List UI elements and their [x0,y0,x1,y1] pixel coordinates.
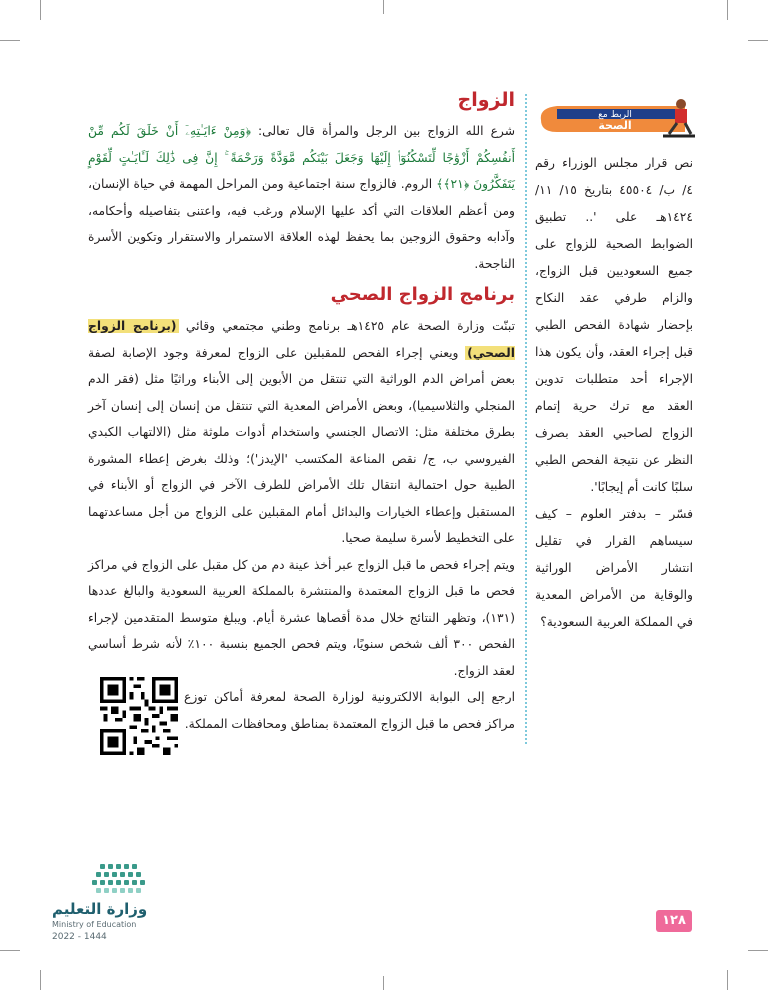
column-divider [525,94,527,744]
crop-mark [0,950,20,951]
ministry-name-ar: وزارة التعليم [52,900,148,918]
paragraph-portal: ارجع إلى البوابة الالكترونية لوزارة الصحة لمعرفة أماكن توزع مراكز فحص ما قبل الزواج المعتمدة بمناطق ومحافظات المملكة. [184,690,515,731]
badge-bottom-label: الصحة [598,119,632,132]
quran-verse: ﴿وَمِنْ ءَايَـٰتِهِۦٓ أَنْ خَلَقَ لَكُم مِّنْ أَنفُسِكُمْ أَزْوَٰجًا لِّتَسْكُنُوٓا۟ إِلَيْهَا وَجَعَلَ بَيْنَكُم مَّوَدَّةً وَرَحْمَةً ۚ إِنَّ فِى ذَٰلِكَ لَـَٔايَـٰتٍ لِّقَوْمٍ يَتَفَكَّرُونَ ﴿٢١﴾﴾ [88,124,515,191]
paragraph-rest: ويعني إجراء الفحص للمقبلين على الزواج لمعرفة وجود الإصابة لصفة بعض أمراض الدم الوراثية التي تنتقل من الأبوين إلى الأبناء وراثيًا مثل (فقر الدم المنجلي والثلاسيميا)، وبعض الأمراض المعدية التي تنتقل من إنسان إلى إنسان آخر بطرق مختلفة مثل: الاتصال الجنسي واستخدام أدوات ملوثة مثل (الالتهاب الكبدي الفيروسي ب، ج/ نقص المناعة المكتسب 'الإيدز')؛ وذلك بغرض إعطاء المشورة الطبية حول احتمالية انتقال تلك الأمراض للطرف الآخر في الزواج أو الأبناء في المستقبل وإعطاء الخيارات والبدائل أمام المقبلين على الزواج من أجل مساعدتهما على التخطيط لأسرة سليمة صحيا. [88,345,515,545]
crop-mark [727,0,728,20]
heading-program: برنامج الزواج الصحي [330,284,515,305]
paragraph-exam: ويتم إجراء فحص ما قبل الزواج عبر أخذ عينة دم من كل مقبل على الزواج في مراكز فحص ما قبل الزواج المعتمدة والمنتشرة بالمملكة العربية السعودية والبالغ عددها (١٣١)، وتظهر النتائج خلال مدة أقصاها عشرة أيام. ويبلغ متوسط المتقدمين لإجراء الفحص ٣٠٠ ألف شخص سنويًا، ويتم فحص الجميع بنسبة ١٠٠٪ لأنه شرط أساسي لعقد الزواج. [88,557,516,678]
crop-mark [383,976,384,990]
highlighted-term: (برنامج الزواج الصحي) [88,319,515,360]
page-number: ١٢٨ [656,910,692,932]
crop-mark [383,0,384,14]
ministry-name-en: Ministry of Education [52,920,137,929]
paragraph-rest: الروم. فالزواج سنة اجتماعية ومن المراحل المهمة في حياة الإنسان، ومن أعظم العلاقات التي أكد عليها الإسلام ورغب فيه، واعتنى بتفاصيله وأحكامه، وآدابه وحقوق الزوجين بما يحفظ لهذه العلاقة الاستمرار والاستقرار وتكوين الأسرة الناجحة. [88,177,515,271]
crop-mark [40,970,41,990]
skater-badge-icon [535,98,695,140]
sidebar-question: فسّر – بدفتر العلوم – كيف سيساهم القرار في تقليل انتشار الأمراض الوراثية والوقاية من الأمراض المعدية في المملكة العربية السعودية؟ [535,507,693,629]
crop-mark [748,40,768,41]
paragraph-lead: شرع الله الزواج بين الرجل والمرأة قال تعالى: [250,124,516,138]
edition-year: 2022 - 1444 [52,932,107,942]
sidebar-box [535,150,693,636]
qr-code-icon[interactable] [100,677,178,755]
crop-mark [0,40,20,41]
heading-marriage: الزواج [457,89,515,111]
sidebar-decree: نص قرار مجلس الوزراء رقم ٤/ ب/ ٤٥٥٠٤ بتاريخ ١٥/ ١١/ ١٤٢٤هـ على '.. تطبيق الضوابط الصحية للزواج على جميع السعوديين قبل الزواج، والزام طرفي عقد النكاح بإحضار شهادة الفحص الطبي قبل إجراء العقد، وأن يكون هذا الإجراء أحد متطلبات تدوين العقد مع ترك حرية إتمام الزواج لصاحبي العقد بصرف النظر عن نتيجة الفحص الطبي سلبًا كانت أم إيجابًا'. [535,156,693,494]
crop-mark [748,950,768,951]
crop-mark [727,970,728,990]
badge-top-label: الربط مع [598,110,632,120]
crop-mark [40,0,41,20]
paragraph-program [88,313,515,552]
paragraph-lead: تبنّت وزارة الصحة عام ١٤٢٥هـ برنامج وطني مجتمعي وقائي [178,319,515,333]
paragraph-marriage [88,118,515,277]
main-column [88,88,515,737]
